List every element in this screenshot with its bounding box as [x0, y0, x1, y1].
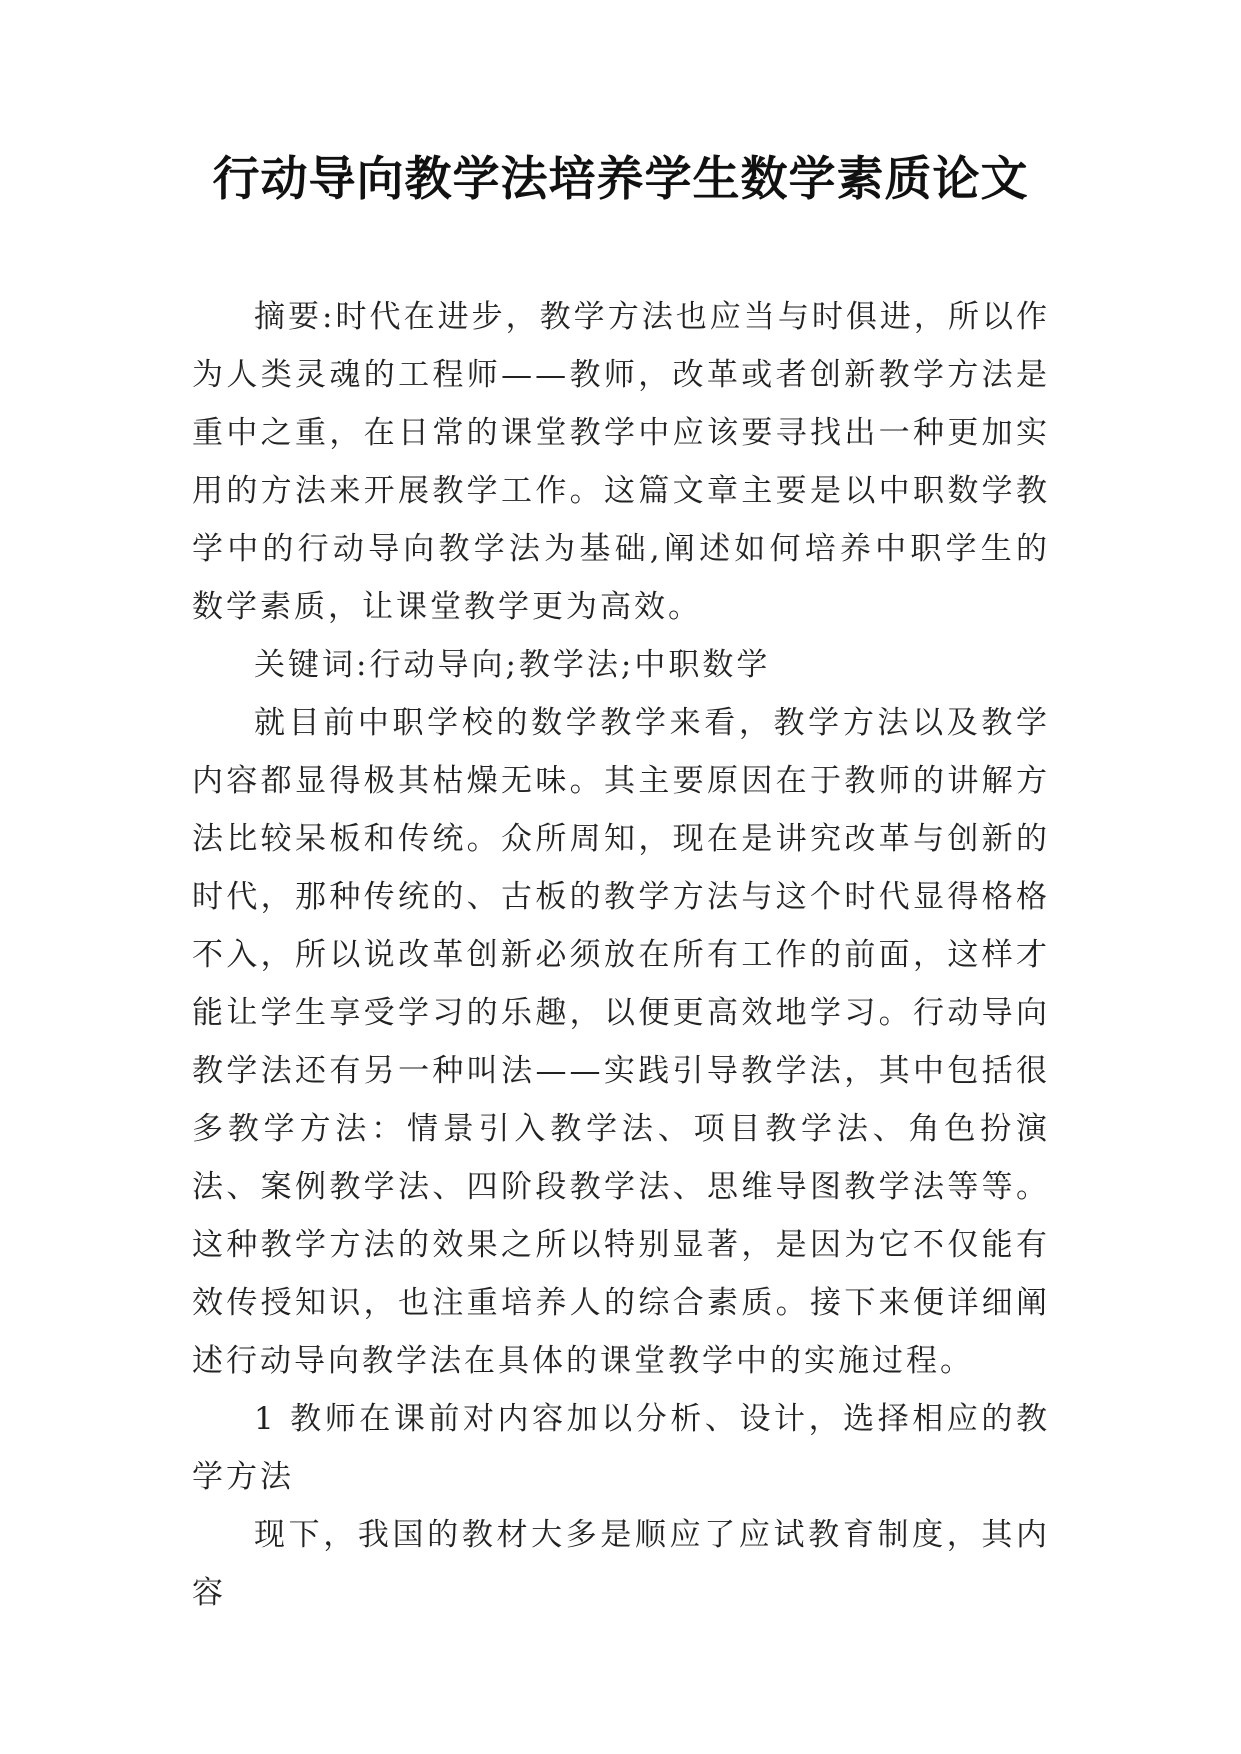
- document-title: 行动导向教学法培养学生数学素质论文: [212, 152, 1029, 207]
- intro-paragraph: 就目前中职学校的数学教学来看，教学方法以及教学内容都显得极其枯燥无味。其主要原因在于教师的讲解方法比较呆板和传统。众所周知，现在是讲究改革与创新的时代，那种传统的、古板的教学方法与这个时代显得格格不入，所以说改革创新必须放在所有工作的前面，这样才能让学生享受学习的乐趣，以便更高效地学习。行动导向教学法还有另一种叫法——实践引导教学法，其中包括很多教学方法：情景引入教学法、项目教学法、角色扮演法、案例教学法、四阶段教学法、思维导图教学法等等。这种教学方法的效果之所以特别显著，是因为它不仅能有效传授知识，也注重培养人的综合素质。接下来便详细阐述行动导向教学法在具体的课堂教学中的实施过程。: [192, 705, 1050, 1379]
- body-paragraph: 现下，我国的教材大多是顺应了应试教育制度，其内容: [192, 1517, 1050, 1611]
- section-heading-1: 1 教师在课前对内容加以分析、设计，选择相应的教学方法: [192, 1401, 1050, 1495]
- abstract-paragraph: 摘要:时代在进步，教学方法也应当与时俱进，所以作为人类灵魂的工程师——教师，改革或者创新教学方法是重中之重，在日常的课堂教学中应该要寻找出一种更加实用的方法来开展教学工作。这篇文章主要是以中职数学教学中的行动导向教学法为基础,阐述如何培养中职学生的数学素质，让课堂教学更为高效。: [192, 299, 1050, 625]
- document-body: [192, 288, 1050, 1622]
- keywords-paragraph: 关键词:行动导向;教学法;中职数学: [254, 647, 771, 683]
